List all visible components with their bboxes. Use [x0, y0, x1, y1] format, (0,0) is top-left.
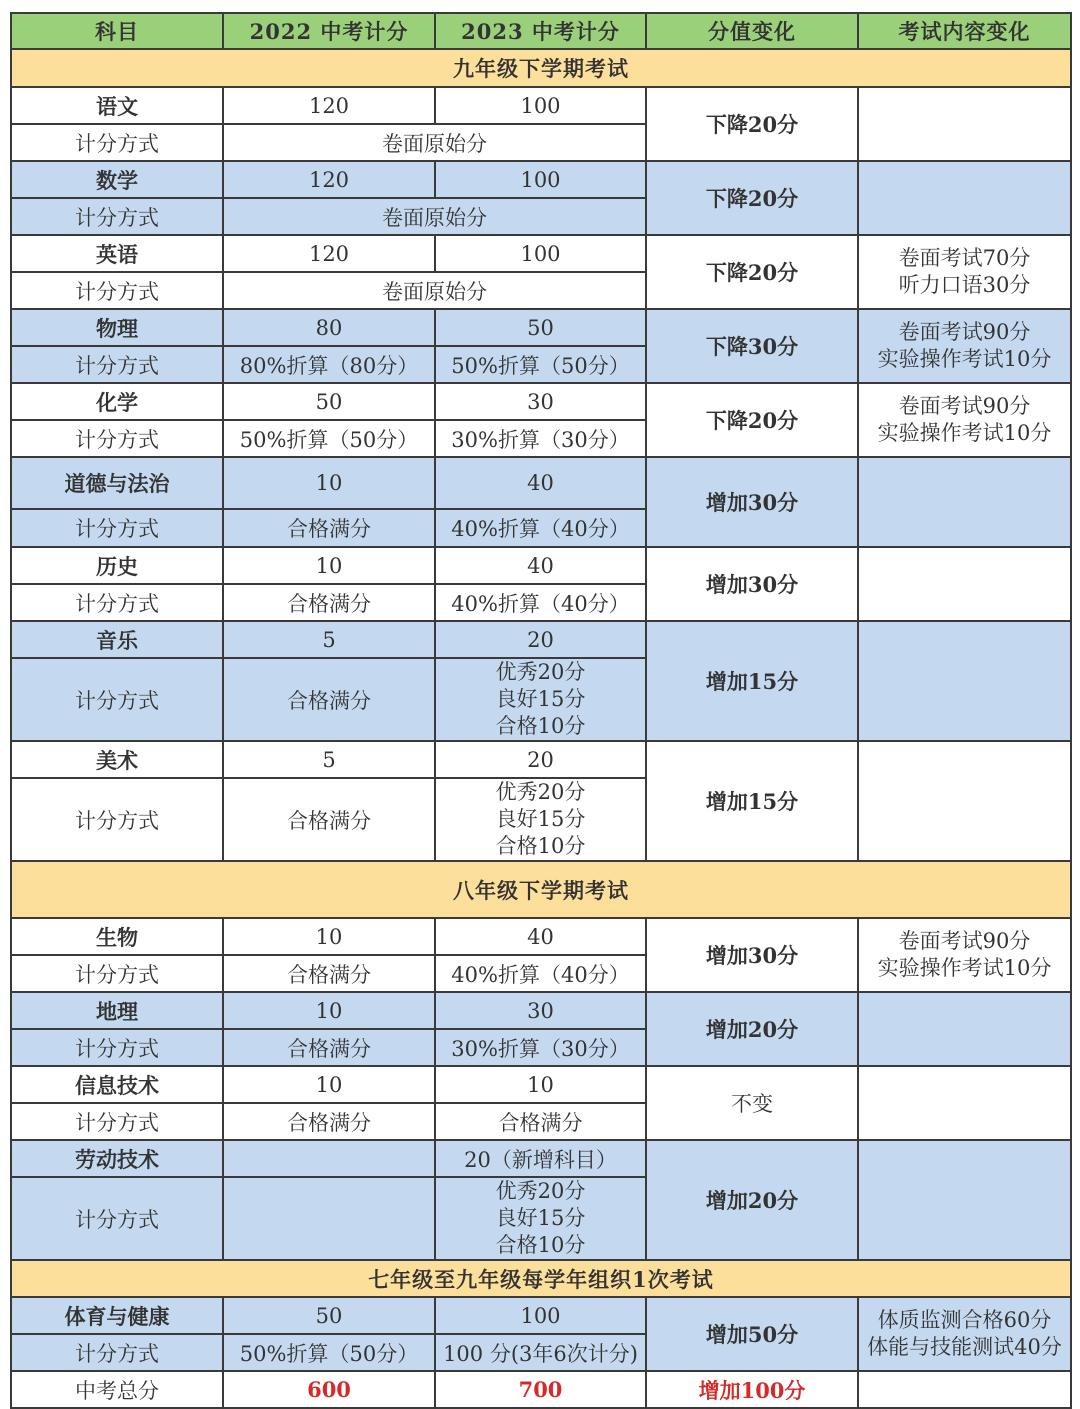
- method-2023: 30%折算（30分）: [435, 1029, 646, 1066]
- score-change: 增加30分: [646, 918, 858, 992]
- cell-line: 听力口语30分: [898, 273, 1031, 297]
- cell-line: 合格10分: [495, 1233, 586, 1257]
- method-2022: 合格满分: [223, 1103, 435, 1140]
- subject-row: [11, 741, 1071, 778]
- content-change: [858, 547, 1071, 621]
- header-2022: 2022 中考计分: [223, 13, 435, 49]
- subject-row: [11, 992, 1071, 1029]
- score-change: 增加15分: [646, 741, 858, 861]
- method-label: 计分方式: [11, 420, 223, 457]
- cell-line: 良好15分: [495, 807, 586, 831]
- total-content-change: [858, 1371, 1071, 1408]
- subject-row: [11, 918, 1071, 955]
- subject-name: 物理: [11, 309, 223, 346]
- method-label: 计分方式: [11, 198, 223, 235]
- score-2022: [223, 1140, 435, 1177]
- subject-name: 音乐: [11, 621, 223, 658]
- score-2022: 10: [223, 992, 435, 1029]
- score-2022: 5: [223, 741, 435, 778]
- score-2023: 30: [435, 992, 646, 1029]
- subject-name: 地理: [11, 992, 223, 1029]
- score-2023: 40: [435, 457, 646, 509]
- cell-line: 卷面考试90分: [898, 320, 1031, 344]
- subject-row: [11, 309, 1071, 346]
- subject-name: 美术: [11, 741, 223, 778]
- subject-name: 数学: [11, 161, 223, 198]
- method-2023: 40%折算（40分）: [435, 509, 646, 547]
- subject-name: 道德与法治: [11, 457, 223, 509]
- subject-row: [11, 383, 1071, 420]
- score-change: 下降30分: [646, 309, 858, 383]
- score-2023: 40: [435, 918, 646, 955]
- method-shared: 卷面原始分: [223, 124, 646, 161]
- content-change: [858, 309, 1071, 383]
- method-label: 计分方式: [11, 509, 223, 547]
- cell-line: 实验操作考试10分: [877, 347, 1052, 371]
- content-change: [858, 918, 1071, 992]
- method-2023: 100 分(3年6次计分): [435, 1334, 646, 1371]
- content-change: [858, 1140, 1071, 1260]
- total-row: [11, 1371, 1071, 1408]
- method-label: 计分方式: [11, 955, 223, 992]
- method-2023: [435, 658, 646, 741]
- cell-line: 实验操作考试10分: [877, 421, 1052, 445]
- content-change: [858, 457, 1071, 547]
- total-2023: 700: [435, 1371, 646, 1408]
- cell-line: 优秀20分: [495, 660, 586, 684]
- header-content-change: 考试内容变化: [858, 13, 1071, 49]
- method-label: 计分方式: [11, 1334, 223, 1371]
- total-change: 增加100分: [646, 1371, 858, 1408]
- subject-name: 历史: [11, 547, 223, 584]
- method-2023: [435, 1177, 646, 1260]
- score-2022: 50: [223, 1297, 435, 1334]
- score-2023: 10: [435, 1066, 646, 1103]
- method-label: 计分方式: [11, 1103, 223, 1140]
- score-2022: 120: [223, 87, 435, 124]
- score-change: 增加50分: [646, 1297, 858, 1371]
- method-label: 计分方式: [11, 778, 223, 861]
- method-2022: 合格满分: [223, 1029, 435, 1066]
- method-2022: 合格满分: [223, 584, 435, 621]
- score-2023: 20: [435, 741, 646, 778]
- subject-row: [11, 457, 1071, 509]
- method-2022: 50%折算（50分）: [223, 1334, 435, 1371]
- score-change: 不变: [646, 1066, 858, 1140]
- score-change: 增加30分: [646, 547, 858, 621]
- score-2022: 120: [223, 235, 435, 272]
- score-2023: 40: [435, 547, 646, 584]
- header-2023: 2023 中考计分: [435, 13, 646, 49]
- section-row: [11, 1260, 1071, 1297]
- method-2023: 30%折算（30分）: [435, 420, 646, 457]
- subject-row: [11, 1066, 1071, 1103]
- subject-row: [11, 235, 1071, 272]
- content-change: [858, 87, 1071, 161]
- total-label: 中考总分: [11, 1371, 223, 1408]
- total-2022: 600: [223, 1371, 435, 1408]
- section-title: 九年级下学期考试: [11, 49, 1071, 87]
- method-label: 计分方式: [11, 658, 223, 741]
- subject-row: [11, 1297, 1071, 1334]
- score-change: 下降20分: [646, 161, 858, 235]
- header-change: 分值变化: [646, 13, 858, 49]
- cell-line: 优秀20分: [495, 780, 586, 804]
- subject-name: 生物: [11, 918, 223, 955]
- cell-line: 良好15分: [495, 687, 586, 711]
- subject-name: 体育与健康: [11, 1297, 223, 1334]
- subject-name: 英语: [11, 235, 223, 272]
- subject-row: [11, 1140, 1071, 1177]
- content-change: [858, 383, 1071, 457]
- cell-line: 体能与技能测试40分: [867, 1335, 1062, 1359]
- method-label: 计分方式: [11, 584, 223, 621]
- method-2023: [435, 778, 646, 861]
- cell-line: 良好15分: [495, 1206, 586, 1230]
- header-row: [11, 13, 1071, 49]
- score-2023: 20（新增科目）: [435, 1140, 646, 1177]
- method-label: 计分方式: [11, 124, 223, 161]
- subject-row: [11, 547, 1071, 584]
- score-2023: 100: [435, 235, 646, 272]
- subject-row: [11, 87, 1071, 124]
- content-change: [858, 1066, 1071, 1140]
- score-2022: 10: [223, 918, 435, 955]
- section-title: 七年级至九年级每学年组织1次考试: [11, 1260, 1071, 1297]
- cell-line: 优秀20分: [495, 1179, 586, 1203]
- cell-line: 卷面考试90分: [898, 394, 1031, 418]
- score-2023: 100: [435, 87, 646, 124]
- subject-name: 劳动技术: [11, 1140, 223, 1177]
- score-change: 增加20分: [646, 1140, 858, 1260]
- subject-name: 语文: [11, 87, 223, 124]
- content-change: [858, 235, 1071, 309]
- method-2022: 合格满分: [223, 778, 435, 861]
- method-label: 计分方式: [11, 272, 223, 309]
- method-label: 计分方式: [11, 1177, 223, 1260]
- method-shared: 卷面原始分: [223, 272, 646, 309]
- exam-score-table: [10, 12, 1072, 1409]
- section-row: [11, 49, 1071, 87]
- method-2022: 合格满分: [223, 509, 435, 547]
- score-2022: 120: [223, 161, 435, 198]
- method-2023: 合格满分: [435, 1103, 646, 1140]
- score-change: 下降20分: [646, 383, 858, 457]
- cell-line: 合格10分: [495, 834, 586, 858]
- method-shared: 卷面原始分: [223, 198, 646, 235]
- method-label: 计分方式: [11, 1029, 223, 1066]
- score-change: 下降20分: [646, 87, 858, 161]
- cell-line: 卷面考试90分: [898, 929, 1031, 953]
- content-change: [858, 161, 1071, 235]
- score-2023: 30: [435, 383, 646, 420]
- score-change: 增加30分: [646, 457, 858, 547]
- method-2022: 合格满分: [223, 658, 435, 741]
- content-change: [858, 621, 1071, 741]
- score-2023: 100: [435, 1297, 646, 1334]
- subject-row: [11, 621, 1071, 658]
- content-change: [858, 1297, 1071, 1371]
- method-label: 计分方式: [11, 346, 223, 383]
- method-2022: [223, 1177, 435, 1260]
- method-2023: 50%折算（50分）: [435, 346, 646, 383]
- cell-line: 实验操作考试10分: [877, 956, 1052, 980]
- method-2022: 80%折算（80分）: [223, 346, 435, 383]
- score-2023: 20: [435, 621, 646, 658]
- score-change: 下降20分: [646, 235, 858, 309]
- cell-line: 卷面考试70分: [898, 246, 1031, 270]
- score-2022: 5: [223, 621, 435, 658]
- subject-row: [11, 161, 1071, 198]
- score-2022: 50: [223, 383, 435, 420]
- section-title: 八年级下学期考试: [11, 861, 1071, 918]
- cell-line: 体质监测合格60分: [877, 1308, 1052, 1332]
- score-2023: 50: [435, 309, 646, 346]
- cell-line: 合格10分: [495, 714, 586, 738]
- header-subject: 科目: [11, 13, 223, 49]
- method-2023: 40%折算（40分）: [435, 584, 646, 621]
- score-2023: 100: [435, 161, 646, 198]
- content-change: [858, 992, 1071, 1066]
- score-change: 增加20分: [646, 992, 858, 1066]
- subject-name: 化学: [11, 383, 223, 420]
- subject-name: 信息技术: [11, 1066, 223, 1103]
- content-change: [858, 741, 1071, 861]
- score-2022: 10: [223, 457, 435, 509]
- method-2023: 40%折算（40分）: [435, 955, 646, 992]
- method-2022: 50%折算（50分）: [223, 420, 435, 457]
- score-2022: 10: [223, 547, 435, 584]
- score-2022: 80: [223, 309, 435, 346]
- score-table-container: [10, 12, 1072, 1409]
- method-2022: 合格满分: [223, 955, 435, 992]
- section-row: [11, 861, 1071, 918]
- score-change: 增加15分: [646, 621, 858, 741]
- score-2022: 10: [223, 1066, 435, 1103]
